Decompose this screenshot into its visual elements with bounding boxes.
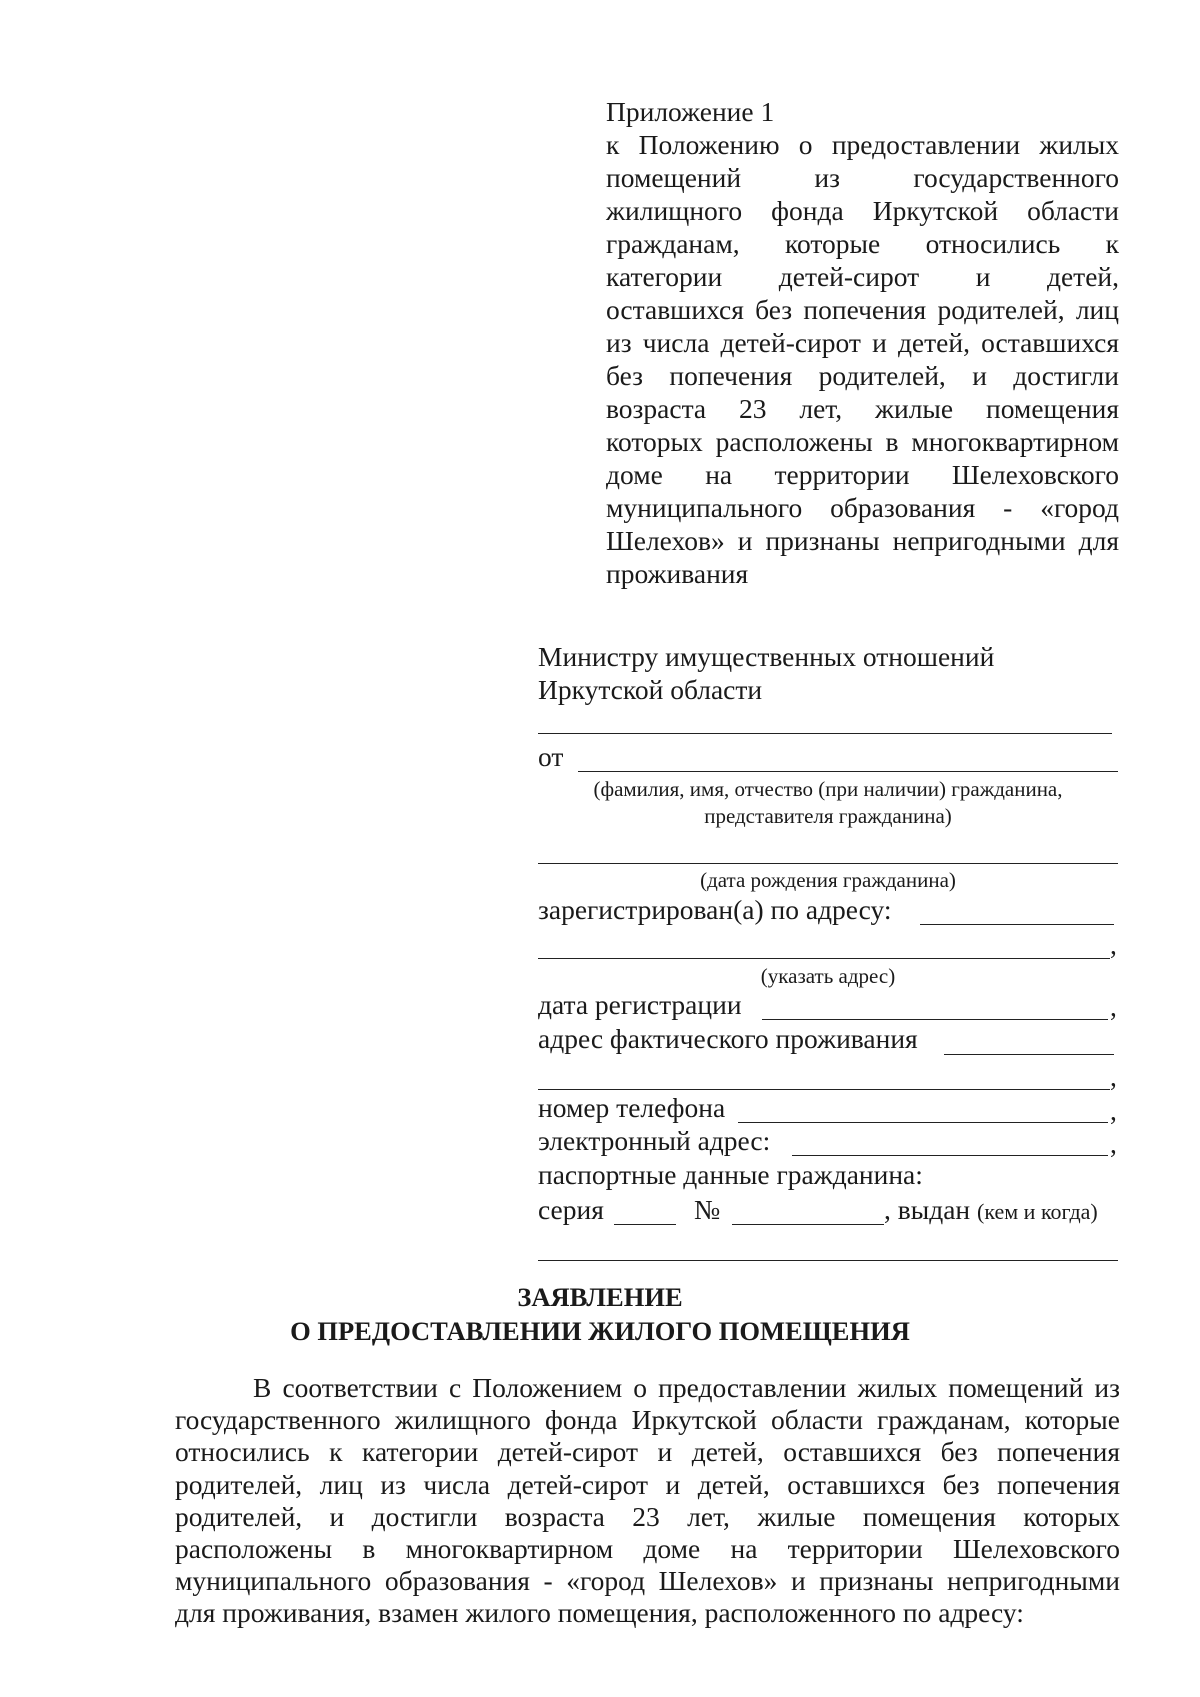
blank-line xyxy=(538,733,1112,734)
document-title: ЗАЯВЛЕНИЕ xyxy=(517,1282,683,1312)
body-paragraph xyxy=(175,1372,1120,1630)
appendix-block xyxy=(606,95,1119,590)
series-field-line[interactable] xyxy=(614,1224,676,1225)
addressee-line: Иркутской области xyxy=(538,674,763,705)
reg-date-label: дата регистрации xyxy=(538,989,742,1020)
appendix-line: муниципального образования - «город xyxy=(606,492,1119,523)
document-subtitle: О ПРЕДОСТАВЛЕНИИ ЖИЛОГО ПОМЕЩЕНИЯ xyxy=(290,1316,910,1346)
appendix-line: оставшихся без попечения родителей, лиц xyxy=(606,294,1119,325)
comma: , xyxy=(1110,929,1117,960)
body-line: государственного жилищного фонда Иркутской области гражданам, которые xyxy=(175,1404,1120,1436)
name-hint: (фамилия, имя, отчество (при наличии) гражданина, xyxy=(593,777,1063,801)
body-line: муниципального образования - «город Шелехов» и признаны непригодными xyxy=(175,1565,1120,1597)
number-field-line[interactable] xyxy=(732,1224,884,1225)
registered-field-line-2[interactable] xyxy=(538,958,1110,959)
email-label: электронный адрес: xyxy=(538,1125,771,1156)
body-line: родителей, лиц из числа детей-сирот и детей, оставшихся без попечения xyxy=(175,1468,1120,1500)
phone-field-line[interactable] xyxy=(738,1122,1108,1123)
appendix-line: гражданам, которые относились к xyxy=(606,228,1119,259)
issued-text: , выдан xyxy=(884,1194,971,1225)
from-field-line[interactable] xyxy=(578,771,1118,772)
registered-field-line[interactable] xyxy=(920,924,1114,925)
body-line: родителей, и достигли возраста 23 лет, жилые помещения которых xyxy=(175,1500,1120,1532)
appendix-line: к Положению о предоставлении жилых xyxy=(606,129,1119,160)
birth-date-field-line[interactable] xyxy=(538,863,1118,864)
body-line: для проживания, взамен жилого помещения, расположенного по адресу: xyxy=(175,1597,1024,1629)
appendix-line: которых расположены в многоквартирном xyxy=(606,426,1119,457)
comma: , xyxy=(1110,1095,1117,1126)
issued-hint: (кем и когда) xyxy=(977,1199,1098,1224)
addressee-line: Министру имущественных отношений xyxy=(538,641,995,672)
address-hint: (указать адрес) xyxy=(760,964,896,988)
comma: , xyxy=(1110,1061,1117,1092)
appendix-line: проживания xyxy=(606,558,749,589)
appendix-line: жилищного фонда Иркутской области xyxy=(606,195,1119,226)
actual-address-label: адрес фактического проживания xyxy=(538,1023,918,1054)
issued-label xyxy=(884,1193,1098,1228)
appendix-line: помещений из государственного xyxy=(606,162,1119,193)
body-line: расположены в многоквартирном доме на территории Шелеховского xyxy=(175,1533,1120,1565)
body-line: относились к категории детей-сирот и детей, оставшихся без попечения xyxy=(175,1436,1120,1468)
actual-address-field-line[interactable] xyxy=(944,1054,1114,1055)
phone-label: номер телефона xyxy=(538,1092,726,1123)
reg-date-field-line[interactable] xyxy=(762,1019,1108,1020)
appendix-line: возраста 23 лет, жилые помещения xyxy=(606,393,1119,424)
appendix-line: без попечения родителей, и достигли xyxy=(606,360,1119,391)
appendix-line: доме на территории Шелеховского xyxy=(606,459,1119,490)
appendix-line: из числа детей-сирот и детей, оставшихся xyxy=(606,327,1119,358)
appendix-heading: Приложение 1 xyxy=(606,96,775,127)
email-field-line[interactable] xyxy=(792,1155,1108,1156)
name-hint: представителя гражданина) xyxy=(704,804,952,828)
comma: , xyxy=(1110,1128,1117,1159)
body-line: В соответствии с Положением о предоставлении жилых помещений из xyxy=(253,1372,1120,1403)
appendix-line: Шелехов» и признаны непригодными для xyxy=(606,525,1119,556)
birth-hint: (дата рождения гражданина) xyxy=(700,868,956,892)
passport-label: паспортные данные гражданина: xyxy=(538,1159,923,1190)
actual-address-field-line-2[interactable] xyxy=(538,1089,1110,1090)
addressee-block xyxy=(538,640,1118,706)
number-label: № xyxy=(694,1194,721,1225)
from-label: от xyxy=(538,741,564,772)
issued-field-line[interactable] xyxy=(538,1260,1118,1261)
series-label: серия xyxy=(538,1194,604,1225)
appendix-line: категории детей-сирот и детей, xyxy=(606,261,1119,292)
comma: , xyxy=(1110,991,1117,1022)
registered-label: зарегистрирован(а) по адресу: xyxy=(538,894,892,925)
